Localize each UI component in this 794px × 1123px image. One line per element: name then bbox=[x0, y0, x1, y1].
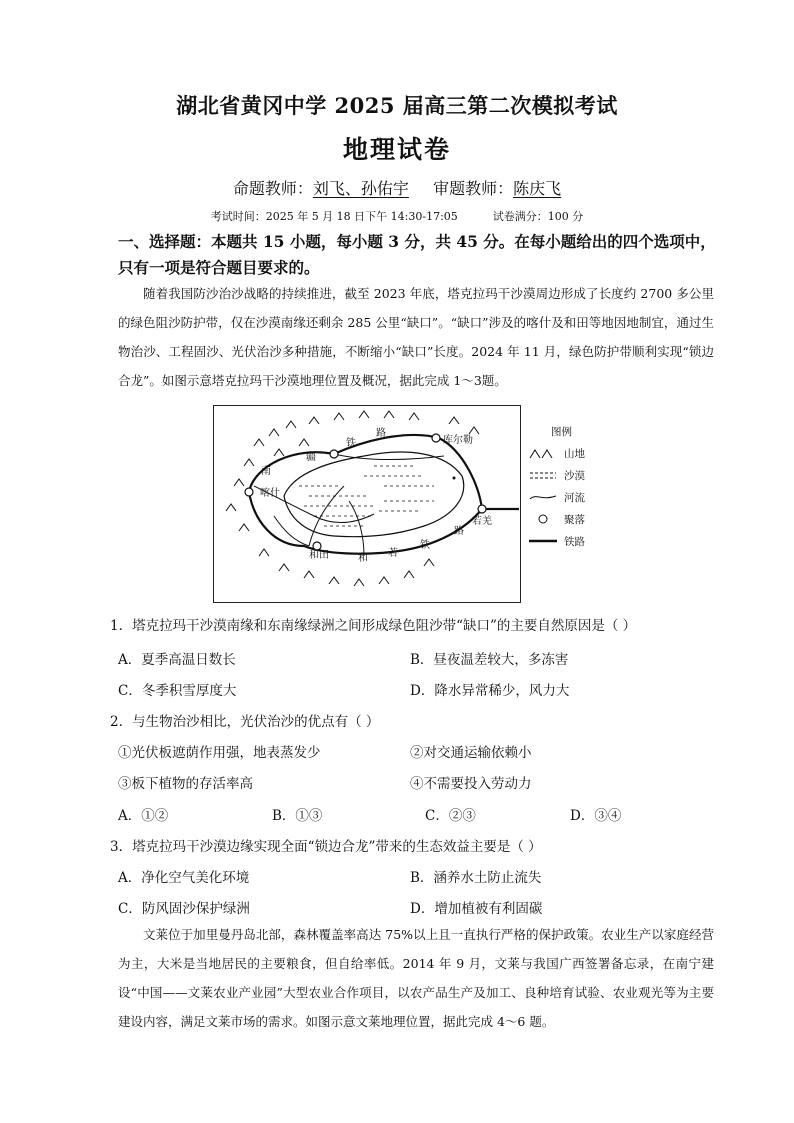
label-kashi: 喀什 bbox=[260, 488, 280, 499]
q1-option-c: C．冬季积雪厚度大 bbox=[118, 683, 237, 699]
legend-desert-label: 沙漠 bbox=[564, 469, 585, 482]
map-legend bbox=[528, 420, 585, 552]
q2-statement-1: ①光伏板遮荫作用强，地表蒸发少 bbox=[118, 745, 321, 761]
q1-option-b: B．昼夜温差较大，多冻害 bbox=[410, 652, 569, 668]
label-hotan: 和田 bbox=[309, 550, 329, 561]
q3-option-b: B．涵养水土防止流失 bbox=[410, 870, 542, 886]
q2-option-d: D．③④ bbox=[570, 808, 622, 824]
passage-1: 随着我国防沙治沙战略的持续推进，截至 2023 年底，塔克拉玛干沙漠周边形成了长度约 2700 多公里的绿色阻沙防护带，仅在沙漠南缘还剩余 285 公里“缺口”。“缺口”涉及的喀什及和田等地因地制宜，通过生物治沙、工程固沙、光伏治沙多种措施，不断缩小“缺口”长度。2024 年 11 月，绿色防护带顺利实现“锁边合龙”。如图示意塔克拉玛干沙漠地理位置及概况，据此完成 1～3题。 bbox=[118, 286, 714, 388]
label-tie2: 铁 bbox=[420, 540, 430, 551]
settlement-icon bbox=[528, 513, 558, 525]
legend-railway-label: 铁路 bbox=[564, 535, 585, 548]
teacher-line bbox=[0, 176, 794, 199]
full-score: 试卷满分：100 分 bbox=[492, 210, 584, 223]
exam-info bbox=[0, 208, 794, 224]
legend-mountain bbox=[528, 442, 585, 464]
mountain-icon bbox=[528, 447, 558, 459]
map-drawing bbox=[214, 406, 520, 602]
legend-settlement bbox=[528, 508, 585, 530]
legend-river-label: 河流 bbox=[564, 491, 585, 504]
label-lu1: 路 bbox=[376, 428, 386, 439]
label-korla: 库尔勒 bbox=[443, 435, 473, 446]
legend-settlement-label: 聚落 bbox=[564, 513, 585, 526]
q2-statement-2: ②对交通运输依赖小 bbox=[410, 745, 532, 761]
legend-railway bbox=[528, 530, 585, 552]
reviewer-label: 审题教师： bbox=[433, 179, 514, 198]
setter-label: 命题教师： bbox=[232, 179, 313, 198]
legend-mountain-label: 山地 bbox=[564, 447, 585, 460]
setter-names: 刘飞、孙佑宇 bbox=[312, 179, 409, 198]
q2-option-c: C．②③ bbox=[425, 808, 476, 824]
legend-river bbox=[528, 486, 585, 508]
q2-option-b: B．①③ bbox=[272, 808, 323, 824]
legend-desert bbox=[528, 464, 585, 486]
legend-title: 图例 bbox=[551, 425, 572, 438]
label-tie1: 铁 bbox=[346, 438, 356, 449]
desert-icon bbox=[528, 469, 558, 481]
subject-title: 地理试卷 bbox=[342, 135, 451, 164]
label-lu2: 路 bbox=[454, 526, 464, 537]
q1-option-d: D．降水异常稀少，风力大 bbox=[410, 683, 570, 699]
reviewer-names: 陈庆飞 bbox=[513, 179, 562, 198]
railway-icon bbox=[528, 535, 558, 547]
q2-statement-4: ④不需要投入劳动力 bbox=[410, 776, 532, 792]
q3-option-c: C．防风固沙保护绿洲 bbox=[118, 901, 250, 917]
label-he: 和 bbox=[358, 553, 368, 564]
question-1-stem: 1．塔克拉玛干沙漠南缘和东南缘绿洲之间形成绿色阻沙带“缺口”的主要自然原因是（ ） bbox=[110, 618, 637, 634]
taklimakan-map bbox=[213, 405, 521, 603]
q3-option-d: D．增加植被有利固碳 bbox=[410, 901, 543, 917]
question-2-stem: 2．与生物治沙相比，光伏治沙的优点有（ ） bbox=[110, 714, 380, 730]
q3-option-a: A．净化空气美化环境 bbox=[118, 870, 250, 886]
label-nan: 南 bbox=[261, 466, 271, 477]
q2-statement-3: ③板下植物的存活率高 bbox=[118, 776, 253, 792]
q2-option-a: A．①② bbox=[118, 808, 169, 824]
q1-option-a: A．夏季高温日数长 bbox=[118, 652, 236, 668]
label-ruoqiang: 若羌 bbox=[472, 516, 492, 527]
question-3-stem: 3．塔克拉玛干沙漠边缘实现全面“锁边合龙”带来的生态效益主要是（ ） bbox=[110, 839, 542, 855]
label-ruo: 若 bbox=[388, 548, 398, 559]
desert-area bbox=[284, 452, 464, 537]
passage-2: 文莱位于加里曼丹岛北部，森林覆盖率高达 75%以上且一直执行严格的保护政策。农业生产以家庭经营为主，大米是当地居民的主要粮食，但自给率低。2014 年 9 月，文莱与我国广西签署备忘录，在南宁建设“中国——文莱农业产业园”大型农业合作项目，以农产品生产及加工、良种培育试验、农业观光等为主要建设内容，满足文莱市场的需求。如图示意文莱地理位置，据此完成 4～6 题。 bbox=[118, 927, 714, 1029]
section-heading: 一、选择题：本题共 15 小题，每小题 3 分，共 45 分。在每小题给出的四个选项中，只有一项是符合题目要求的。 bbox=[118, 232, 716, 277]
label-jiang: 疆 bbox=[306, 452, 316, 463]
river-icon bbox=[528, 491, 558, 503]
exam-title: 湖北省黄冈中学 2025 届高三第二次模拟考试 bbox=[176, 93, 618, 118]
exam-time: 考试时间：2025 年 5 月 18 日下午 14:30-17:05 bbox=[210, 210, 458, 223]
